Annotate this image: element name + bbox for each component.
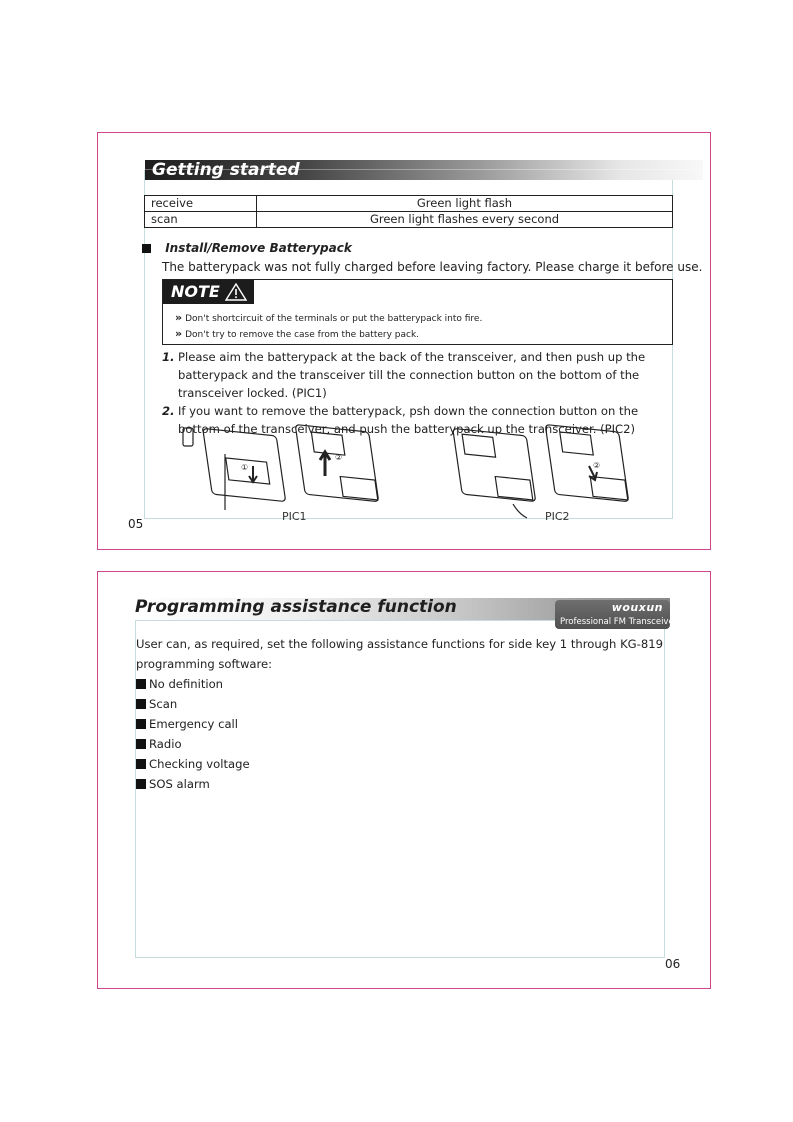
list-item	[136, 694, 672, 714]
square-bullet-icon	[136, 719, 146, 729]
brand-badge	[555, 600, 678, 629]
assistance-function-content	[136, 634, 672, 794]
square-bullet-icon	[136, 759, 146, 769]
list-item	[136, 754, 672, 774]
battery-section-heading	[142, 241, 352, 255]
radio-illustration	[453, 428, 536, 518]
list-item-label: SOS alarm	[149, 777, 210, 791]
radio-illustration	[183, 428, 286, 510]
step-item	[160, 348, 675, 402]
note-line-text: Don't try to remove the case from the battery pack.	[185, 330, 420, 340]
list-item	[136, 774, 672, 794]
list-item	[136, 734, 672, 754]
page-number: 05	[128, 517, 144, 531]
note-line	[175, 327, 419, 340]
warning-icon	[225, 283, 247, 301]
double-chevron-icon: »	[175, 327, 183, 340]
list-item	[136, 674, 672, 694]
square-bullet-icon	[136, 679, 146, 689]
note-label	[163, 280, 254, 304]
brand-logo: wouxun	[611, 601, 663, 614]
list-item-label: Emergency call	[149, 717, 238, 731]
list-item-label: Checking voltage	[149, 757, 250, 771]
arrow-up-icon	[320, 452, 330, 476]
battery-intro-text: The batterypack was not fully charged before leaving factory. Please charge it before use.	[162, 260, 703, 274]
square-bullet-icon	[136, 739, 146, 749]
note-box	[162, 279, 673, 345]
table-cell-indicator: Green light flashes every second	[257, 212, 673, 228]
table-cell-mode: scan	[145, 212, 257, 228]
note-label-text: NOTE	[171, 282, 220, 301]
list-item-label: Radio	[149, 737, 182, 751]
figure-caption-pic1: PIC1	[282, 510, 307, 523]
square-bullet-icon	[136, 699, 146, 709]
radio-illustration	[295, 425, 379, 502]
note-line	[175, 311, 482, 324]
brand-tagline: Professional FM Transceiver	[560, 617, 678, 627]
table-row	[145, 196, 673, 212]
list-item	[136, 714, 672, 734]
step-text: Please aim the batterypack at the back of the transceiver, and then push up the batterypack and the transceiver till the connection button on the bottom of the transceiver locked. (PIC1)	[178, 350, 646, 400]
assistance-intro-text: User can, as required, set the following assistance functions for side key 1 through KG-819 programming software:	[136, 637, 663, 671]
note-line-text: Don't shortcircuit of the terminals or put the batterypack into fire.	[185, 314, 483, 324]
battery-illustrations	[175, 420, 645, 520]
square-bullet-icon	[136, 779, 146, 789]
table-row	[145, 212, 673, 228]
page-06-title: Programming assistance function	[135, 597, 457, 617]
list-item-label: Scan	[149, 697, 178, 711]
list-item-label: No definition	[149, 677, 224, 691]
table-cell-indicator: Green light flash	[257, 196, 673, 212]
step-marker: ①	[241, 463, 249, 472]
radio-illustration	[545, 425, 629, 502]
step-marker: ②	[593, 461, 601, 470]
table-cell-mode: receive	[145, 196, 257, 212]
assistance-function-list	[136, 674, 672, 794]
arrow-down-icon	[249, 466, 257, 482]
double-chevron-icon: »	[175, 311, 183, 324]
battery-section-heading-text: Install/Remove Batterypack	[165, 241, 352, 255]
page-05-title: Getting started	[152, 160, 300, 180]
step-marker: ②	[335, 453, 343, 462]
step-number: 2.	[162, 404, 175, 418]
square-bullet-icon	[142, 244, 151, 253]
step-number: 1.	[162, 350, 175, 364]
led-status-table	[144, 195, 673, 228]
figure-caption-pic2: PIC2	[545, 510, 570, 523]
step-text: If you want to remove the batterypack, psh down the connection button on the bottom of the transceiver, and push the batterypack up the transceiver. (PIC2)	[178, 404, 639, 436]
page-number: 06	[665, 957, 681, 971]
